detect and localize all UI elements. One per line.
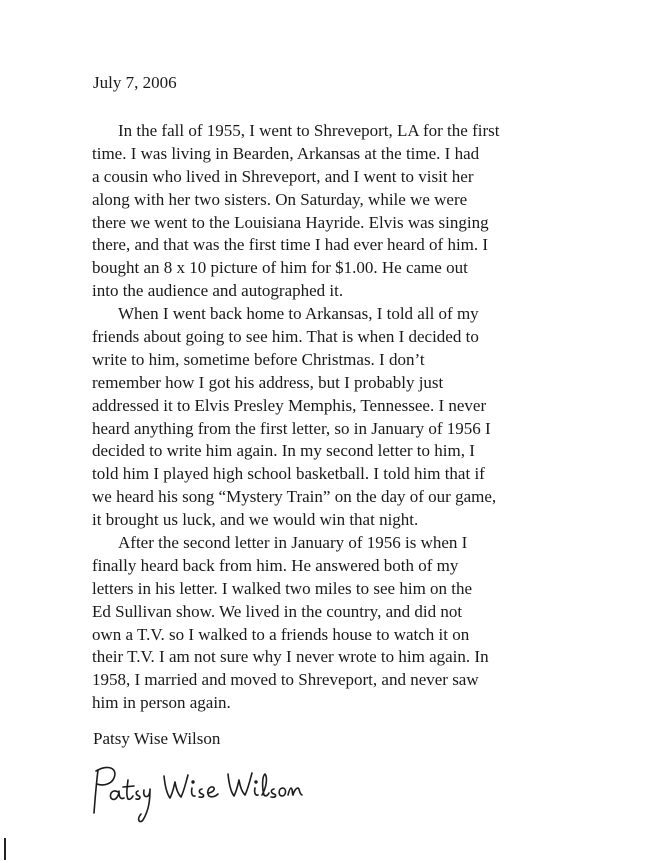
body-line: When I went back home to Arkansas, I told all of my (118, 304, 479, 324)
body-line: 1958, I married and moved to Shreveport, and never saw (92, 670, 479, 690)
body-line: we heard his song “Mystery Train” on the day of our game, (92, 487, 497, 507)
body-line: After the second letter in January of 1956 is when I (118, 533, 468, 553)
body-line: a cousin who lived in Shreveport, and I went to visit her (92, 166, 474, 186)
handwritten-signature (78, 758, 308, 828)
body-line: it brought us luck, and we would win that night. (92, 510, 419, 530)
body-line: friends about going to see him. That is when I decided to (92, 327, 479, 347)
margin-mark (4, 838, 6, 860)
body-line: Ed Sullivan show. We lived in the country, and did not (92, 601, 463, 621)
body-line: bought an 8 x 10 picture of him for $1.00. He came out (92, 258, 468, 278)
letter-date: July 7, 2006 (93, 73, 177, 92)
body-line: along with her two sisters. On Saturday, while we were (92, 189, 468, 209)
body-line: finally heard back from him. He answered both of my (92, 555, 459, 575)
body-line: decided to write him again. In my second letter to him, I (92, 441, 475, 461)
body-line: there we went to the Louisiana Hayride. Elvis was singing (92, 212, 489, 232)
body-line: heard anything from the first letter, so in January of 1956 I (92, 418, 491, 438)
closing-name: Patsy Wise Wilson (93, 729, 221, 748)
body-line: time. I was living in Bearden, Arkansas at the time. I had (92, 143, 480, 163)
body-line: write to him, sometime before Christmas. I don’t (92, 349, 425, 369)
letter-body (92, 120, 560, 715)
body-line: In the fall of 1955, I went to Shreveport, LA for the first (118, 121, 500, 140)
body-line: remember how I got his address, but I probably just (92, 372, 444, 392)
body-line: there, and that was the first time I had ever heard of him. I (92, 235, 489, 255)
body-line: into the audience and autographed it. (92, 281, 344, 301)
body-line: addressed it to Elvis Presley Memphis, Tennessee. I never (92, 395, 487, 415)
body-line: their T.V. I am not sure why I never wrote to him again. In (92, 647, 489, 667)
body-line: told him I played high school basketball. I told him that if (92, 464, 485, 484)
body-line: own a T.V. so I walked to a friends house to watch it on (92, 624, 470, 644)
body-line: letters in his letter. I walked two miles to see him on the (92, 578, 473, 598)
body-line: him in person again. (92, 693, 231, 713)
